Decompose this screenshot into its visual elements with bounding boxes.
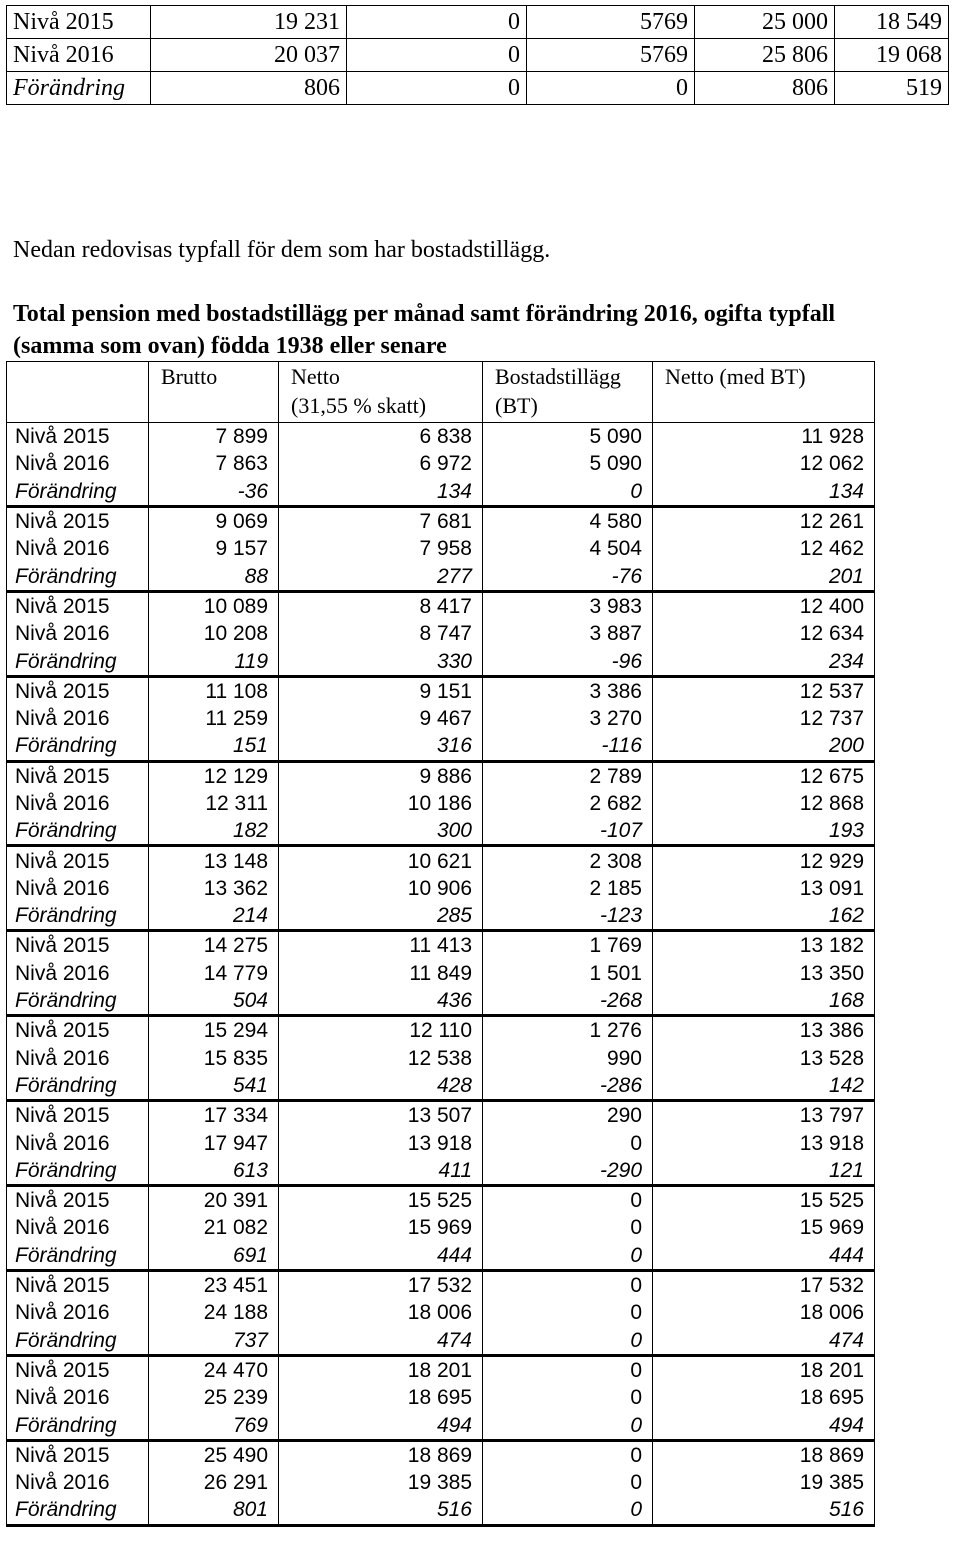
row-label: Nivå 2015 (7, 591, 149, 620)
value-cell: 436 (279, 987, 483, 1016)
header-netto-sub: (31,55 % skatt) (291, 393, 427, 418)
header-bostadstillagg-sub: (BT) (495, 393, 538, 418)
row-label: Nivå 2016 (7, 875, 149, 902)
table-row (7, 1016, 875, 1045)
value-cell: 12 929 (653, 846, 875, 875)
row-label: Förändring (7, 1072, 149, 1101)
value-cell: 541 (149, 1072, 279, 1101)
row-label: Förändring (7, 902, 149, 931)
value-cell: 285 (279, 902, 483, 931)
value-cell: 17 532 (279, 1270, 483, 1299)
value-cell: 9 886 (279, 761, 483, 790)
value-cell: 12 129 (149, 761, 279, 790)
header-brutto: Brutto (161, 364, 218, 389)
row-label: Nivå 2016 (7, 1469, 149, 1496)
table-row (7, 1157, 875, 1186)
value-cell: 12 062 (653, 450, 875, 477)
value-cell: 15 835 (149, 1045, 279, 1072)
value-cell: 12 537 (653, 676, 875, 705)
value-cell: 134 (279, 478, 483, 507)
value-cell: 14 275 (149, 931, 279, 960)
row-label: Nivå 2015 (7, 1355, 149, 1384)
table-row (7, 1384, 875, 1411)
table-row (7, 1411, 875, 1440)
table-row (7, 1101, 875, 1130)
value-cell: 330 (279, 647, 483, 676)
value-cell: 428 (279, 1072, 483, 1101)
value-cell: 18 201 (653, 1355, 875, 1384)
value-cell: 12 737 (653, 705, 875, 732)
value-cell: 25 806 (695, 39, 835, 72)
summary-row (7, 6, 949, 39)
value-cell: 17 947 (149, 1129, 279, 1156)
row-label: Förändring (7, 562, 149, 591)
value-cell: -290 (483, 1157, 653, 1186)
value-cell: 13 350 (653, 960, 875, 987)
value-cell: 806 (151, 72, 347, 105)
value-cell: 613 (149, 1157, 279, 1186)
value-cell: 12 311 (149, 790, 279, 817)
value-cell: 13 362 (149, 875, 279, 902)
row-label: Nivå 2015 (7, 676, 149, 705)
value-cell: 8 417 (279, 591, 483, 620)
table-row (7, 506, 875, 535)
value-cell: 0 (483, 1214, 653, 1241)
value-cell: 411 (279, 1157, 483, 1186)
value-cell: 19 231 (151, 6, 347, 39)
row-label: Nivå 2016 (7, 39, 151, 72)
header-cell-label (7, 362, 149, 423)
value-cell: 3 983 (483, 591, 653, 620)
table-row (7, 902, 875, 931)
value-cell: 162 (653, 902, 875, 931)
value-cell: 20 037 (151, 39, 347, 72)
row-label: Nivå 2015 (7, 6, 151, 39)
value-cell: 0 (347, 6, 527, 39)
value-cell: 0 (483, 1129, 653, 1156)
row-label: Förändring (7, 1411, 149, 1440)
table-row (7, 960, 875, 987)
row-label: Nivå 2016 (7, 790, 149, 817)
value-cell: 6 838 (279, 423, 483, 451)
value-cell: 516 (653, 1496, 875, 1525)
header-cell-bostadstillagg (483, 362, 653, 423)
value-cell: 277 (279, 562, 483, 591)
value-cell: 13 148 (149, 846, 279, 875)
table-row (7, 1214, 875, 1241)
value-cell: 990 (483, 1045, 653, 1072)
value-cell: 5 090 (483, 450, 653, 477)
value-cell: 1 501 (483, 960, 653, 987)
table-row (7, 591, 875, 620)
value-cell: 193 (653, 817, 875, 846)
value-cell: 0 (483, 1469, 653, 1496)
value-cell: 14 779 (149, 960, 279, 987)
value-cell: 691 (149, 1242, 279, 1271)
value-cell: 2 308 (483, 846, 653, 875)
value-cell: 10 186 (279, 790, 483, 817)
row-label: Nivå 2016 (7, 960, 149, 987)
row-label: Förändring (7, 817, 149, 846)
pension-table (6, 361, 875, 1527)
row-label: Nivå 2016 (7, 1045, 149, 1072)
value-cell: 12 634 (653, 620, 875, 647)
value-cell: 300 (279, 817, 483, 846)
row-label: Nivå 2015 (7, 1186, 149, 1215)
value-cell: -76 (483, 562, 653, 591)
row-label: Nivå 2015 (7, 423, 149, 451)
row-label: Förändring (7, 647, 149, 676)
value-cell: 18 006 (653, 1299, 875, 1326)
value-cell: 12 462 (653, 535, 875, 562)
row-label: Nivå 2015 (7, 846, 149, 875)
table-row (7, 1469, 875, 1496)
value-cell: 119 (149, 647, 279, 676)
value-cell: 290 (483, 1101, 653, 1130)
value-cell: 2 789 (483, 761, 653, 790)
value-cell: 737 (149, 1327, 279, 1356)
value-cell: 13 507 (279, 1101, 483, 1130)
value-cell: 7 958 (279, 535, 483, 562)
row-label: Nivå 2015 (7, 506, 149, 535)
value-cell: 19 385 (279, 1469, 483, 1496)
value-cell: 11 849 (279, 960, 483, 987)
value-cell: 3 386 (483, 676, 653, 705)
table-row (7, 987, 875, 1016)
table-row (7, 931, 875, 960)
pension-table-body (7, 423, 875, 1526)
row-label: Förändring (7, 1496, 149, 1525)
value-cell: 18 006 (279, 1299, 483, 1326)
value-cell: -123 (483, 902, 653, 931)
row-label: Nivå 2016 (7, 535, 149, 562)
row-label: Förändring (7, 732, 149, 761)
value-cell: 0 (483, 1411, 653, 1440)
value-cell: 0 (347, 72, 527, 105)
row-label: Nivå 2015 (7, 1101, 149, 1130)
section-title-line2: (samma som ovan) födda 1938 eller senare (13, 333, 447, 359)
value-cell: 516 (279, 1496, 483, 1525)
value-cell: 19 385 (653, 1469, 875, 1496)
value-cell: 0 (347, 39, 527, 72)
value-cell: 200 (653, 732, 875, 761)
value-cell: 11 108 (149, 676, 279, 705)
value-cell: 0 (483, 1496, 653, 1525)
value-cell: 444 (653, 1242, 875, 1271)
value-cell: 316 (279, 732, 483, 761)
value-cell: 18 869 (653, 1440, 875, 1469)
row-label: Nivå 2015 (7, 1270, 149, 1299)
value-cell: 201 (653, 562, 875, 591)
value-cell: 13 182 (653, 931, 875, 960)
table-row (7, 676, 875, 705)
row-label: Förändring (7, 72, 151, 105)
value-cell: 0 (483, 1270, 653, 1299)
value-cell: 5769 (527, 6, 695, 39)
table-row (7, 1440, 875, 1469)
value-cell: 806 (695, 72, 835, 105)
header-row (7, 362, 875, 423)
value-cell: 0 (483, 1327, 653, 1356)
value-cell: 0 (483, 1355, 653, 1384)
row-label: Nivå 2015 (7, 1016, 149, 1045)
value-cell: 25 239 (149, 1384, 279, 1411)
row-label: Nivå 2015 (7, 761, 149, 790)
value-cell: 25 000 (695, 6, 835, 39)
intro-text: Nedan redovisas typfall för dem som har bostadstillägg. (13, 237, 551, 263)
value-cell: 1 276 (483, 1016, 653, 1045)
value-cell: 5 090 (483, 423, 653, 451)
header-netto: Netto (291, 364, 340, 389)
table-row (7, 562, 875, 591)
value-cell: 17 334 (149, 1101, 279, 1130)
value-cell: 15 525 (653, 1186, 875, 1215)
value-cell: 24 470 (149, 1355, 279, 1384)
row-label: Förändring (7, 1242, 149, 1271)
value-cell: 3 887 (483, 620, 653, 647)
table-row (7, 1072, 875, 1101)
value-cell: 1 769 (483, 931, 653, 960)
value-cell: 494 (653, 1411, 875, 1440)
value-cell: 10 089 (149, 591, 279, 620)
row-label: Nivå 2016 (7, 1129, 149, 1156)
row-label: Nivå 2016 (7, 1384, 149, 1411)
value-cell: 0 (483, 1299, 653, 1326)
row-label: Förändring (7, 1327, 149, 1356)
value-cell: 13 528 (653, 1045, 875, 1072)
row-label: Nivå 2015 (7, 1440, 149, 1469)
value-cell: 0 (483, 1384, 653, 1411)
summary-row (7, 39, 949, 72)
row-label: Nivå 2015 (7, 931, 149, 960)
value-cell: 19 068 (835, 39, 949, 72)
value-cell: 474 (653, 1327, 875, 1356)
table-row (7, 423, 875, 451)
value-cell: 11 259 (149, 705, 279, 732)
value-cell: 12 110 (279, 1016, 483, 1045)
value-cell: 11 413 (279, 931, 483, 960)
value-cell: 23 451 (149, 1270, 279, 1299)
value-cell: 7 899 (149, 423, 279, 451)
value-cell: 20 391 (149, 1186, 279, 1215)
value-cell: 15 525 (279, 1186, 483, 1215)
table-row (7, 1045, 875, 1072)
table-row (7, 1299, 875, 1326)
value-cell: 151 (149, 732, 279, 761)
table-row (7, 1496, 875, 1525)
value-cell: 13 091 (653, 875, 875, 902)
value-cell: 4 580 (483, 506, 653, 535)
pension-table-header (7, 362, 875, 423)
row-label: Nivå 2016 (7, 450, 149, 477)
summary-table-body (7, 6, 949, 105)
row-label: Förändring (7, 478, 149, 507)
value-cell: 12 675 (653, 761, 875, 790)
table-row (7, 535, 875, 562)
summary-row (7, 72, 949, 105)
value-cell: 18 869 (279, 1440, 483, 1469)
table-row (7, 647, 875, 676)
value-cell: 7 681 (279, 506, 483, 535)
table-row (7, 846, 875, 875)
value-cell: 88 (149, 562, 279, 591)
value-cell: 0 (483, 1440, 653, 1469)
value-cell: 4 504 (483, 535, 653, 562)
value-cell: 444 (279, 1242, 483, 1271)
value-cell: 2 682 (483, 790, 653, 817)
table-row (7, 1186, 875, 1215)
value-cell: 474 (279, 1327, 483, 1356)
value-cell: 6 972 (279, 450, 483, 477)
value-cell: 21 082 (149, 1214, 279, 1241)
row-label: Nivå 2016 (7, 620, 149, 647)
row-label: Nivå 2016 (7, 1214, 149, 1241)
value-cell: 17 532 (653, 1270, 875, 1299)
value-cell: 0 (483, 1186, 653, 1215)
table-row (7, 450, 875, 477)
value-cell: 9 151 (279, 676, 483, 705)
value-cell: 5769 (527, 39, 695, 72)
value-cell: 11 928 (653, 423, 875, 451)
value-cell: -96 (483, 647, 653, 676)
header-netto-med-bt: Netto (med BT) (665, 364, 806, 389)
header-cell-brutto (149, 362, 279, 423)
value-cell: 13 797 (653, 1101, 875, 1130)
table-row (7, 1270, 875, 1299)
table-row (7, 875, 875, 902)
value-cell: 18 201 (279, 1355, 483, 1384)
value-cell: -268 (483, 987, 653, 1016)
table-row (7, 790, 875, 817)
summary-table (6, 5, 949, 105)
value-cell: 25 490 (149, 1440, 279, 1469)
value-cell: 12 538 (279, 1045, 483, 1072)
section-title (13, 298, 835, 362)
table-row (7, 705, 875, 732)
value-cell: 9 069 (149, 506, 279, 535)
header-bostadstillagg: Bostadstillägg (495, 364, 621, 389)
table-row (7, 817, 875, 846)
value-cell: 13 918 (653, 1129, 875, 1156)
row-label: Förändring (7, 1157, 149, 1186)
value-cell: 168 (653, 987, 875, 1016)
table-row (7, 620, 875, 647)
value-cell: 494 (279, 1411, 483, 1440)
value-cell: 18 549 (835, 6, 949, 39)
value-cell: 0 (527, 72, 695, 105)
value-cell: 121 (653, 1157, 875, 1186)
value-cell: 8 747 (279, 620, 483, 647)
table-row (7, 1242, 875, 1271)
value-cell: 13 918 (279, 1129, 483, 1156)
value-cell: 15 969 (653, 1214, 875, 1241)
value-cell: 10 906 (279, 875, 483, 902)
table-row (7, 1129, 875, 1156)
value-cell: 18 695 (279, 1384, 483, 1411)
value-cell: 214 (149, 902, 279, 931)
value-cell: 0 (483, 1242, 653, 1271)
value-cell: -107 (483, 817, 653, 846)
header-cell-netto-med-bt (653, 362, 875, 423)
value-cell: 13 386 (653, 1016, 875, 1045)
table-row (7, 732, 875, 761)
section-title-line1: Total pension med bostadstillägg per månad samt förändring 2016, ogifta typfall (13, 301, 836, 327)
value-cell: 134 (653, 478, 875, 507)
value-cell: 24 188 (149, 1299, 279, 1326)
header-cell-netto (279, 362, 483, 423)
table-row (7, 1327, 875, 1356)
value-cell: 234 (653, 647, 875, 676)
value-cell: -116 (483, 732, 653, 761)
value-cell: -36 (149, 478, 279, 507)
value-cell: 142 (653, 1072, 875, 1101)
value-cell: 504 (149, 987, 279, 1016)
row-label: Nivå 2016 (7, 1299, 149, 1326)
value-cell: 18 695 (653, 1384, 875, 1411)
value-cell: 3 270 (483, 705, 653, 732)
value-cell: 10 621 (279, 846, 483, 875)
value-cell: 182 (149, 817, 279, 846)
value-cell: 10 208 (149, 620, 279, 647)
value-cell: 801 (149, 1496, 279, 1525)
table-row (7, 761, 875, 790)
value-cell: 519 (835, 72, 949, 105)
value-cell: 15 969 (279, 1214, 483, 1241)
value-cell: -286 (483, 1072, 653, 1101)
value-cell: 769 (149, 1411, 279, 1440)
value-cell: 15 294 (149, 1016, 279, 1045)
value-cell: 12 261 (653, 506, 875, 535)
value-cell: 9 467 (279, 705, 483, 732)
table-row (7, 1355, 875, 1384)
row-label: Förändring (7, 987, 149, 1016)
value-cell: 26 291 (149, 1469, 279, 1496)
value-cell: 9 157 (149, 535, 279, 562)
value-cell: 2 185 (483, 875, 653, 902)
value-cell: 7 863 (149, 450, 279, 477)
table-row (7, 478, 875, 507)
value-cell: 0 (483, 478, 653, 507)
value-cell: 12 400 (653, 591, 875, 620)
value-cell: 12 868 (653, 790, 875, 817)
row-label: Nivå 2016 (7, 705, 149, 732)
